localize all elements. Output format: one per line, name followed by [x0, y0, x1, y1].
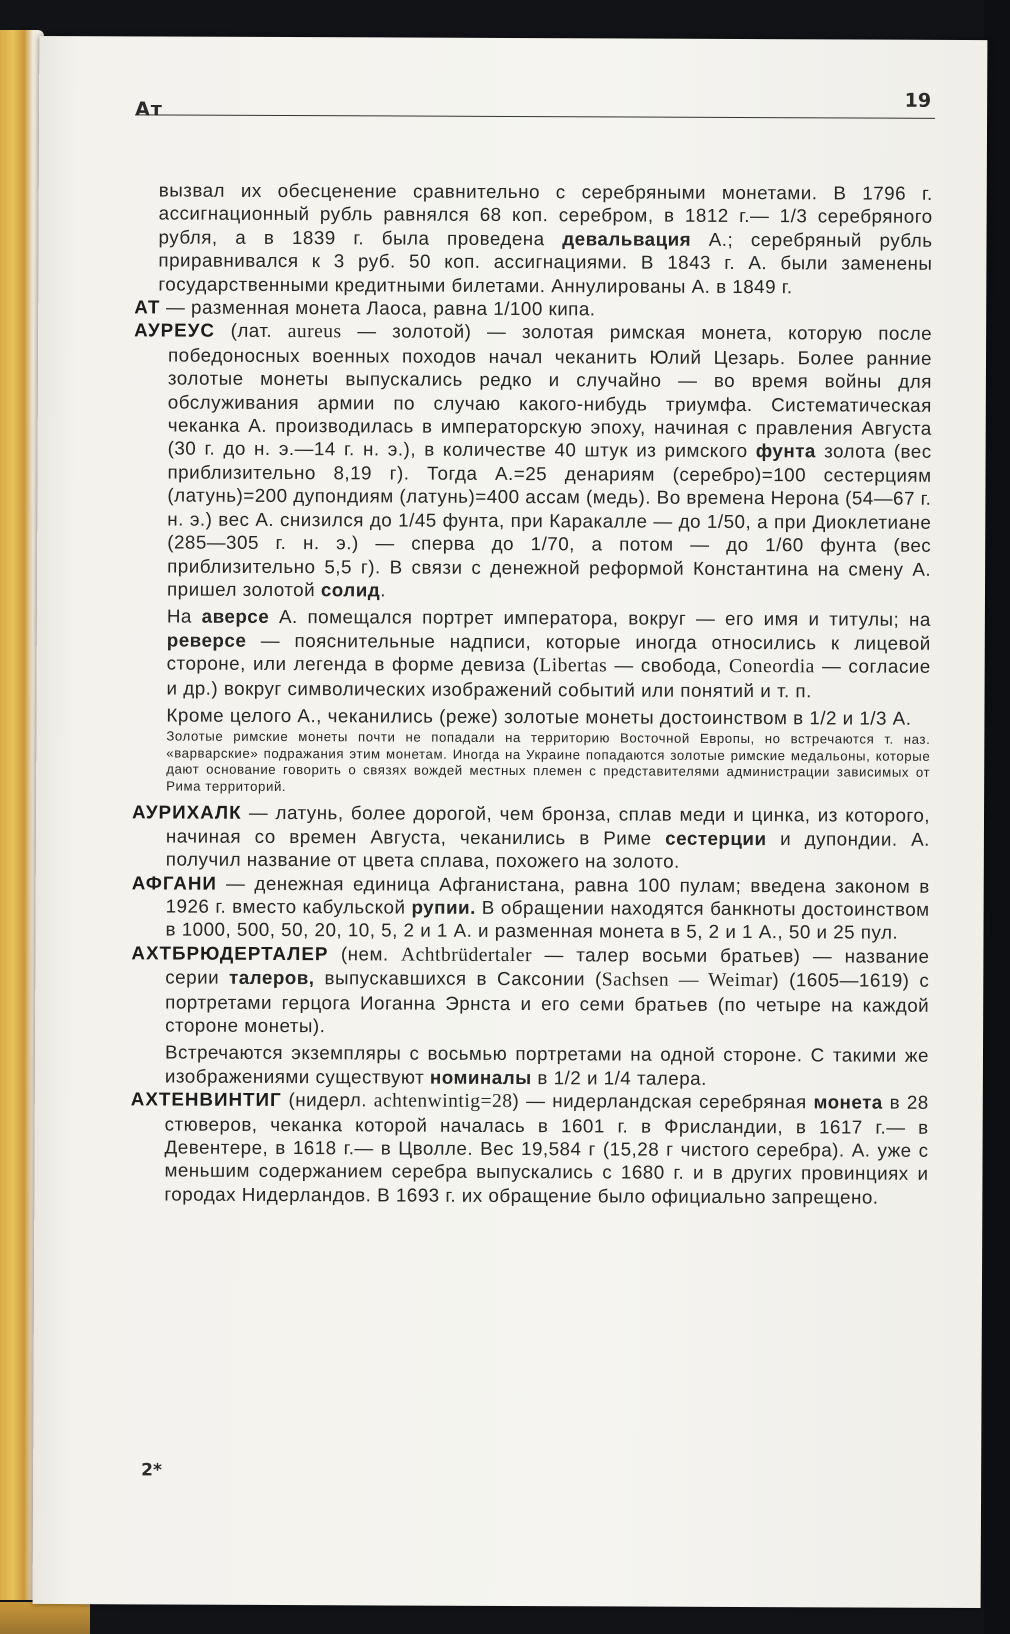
- entry-subparagraph: На аверсе А. помещался портрет императора, вокруг — его имя и титулы; на реверсе — пояснительные надписи, которые иногда относились к лицевой стороне, или легенда в форме девиза (Libertas — свобода, Coneordia — согласие и др.) вокруг символических изображений событий или понятий и т. п.: [166, 605, 931, 701]
- entry-continuation: вызвал их обесценение сравнительно с серебряными монетами. В 1796 г. ассигнационный рубль равнялся 68 коп. серебром, в 1812 г.— 1/3 серебряного рубля, а в 1839 г. была проведена девальвация А.; серебряный рубль приравнивался к 3 руб. 50 коп. ассигнациями. В 1843 г. А. были заменены государственными кредитными билетами. Аннулированы А. в 1849 г.: [158, 179, 933, 297]
- headword: АФГАНИ: [131, 871, 217, 894]
- headword: АУРИХАЛК: [131, 801, 242, 824]
- headword: АТ: [134, 296, 161, 318]
- running-title: Ат: [135, 98, 163, 121]
- entry-subparagraph: Кроме целого А., чеканились (реже) золотые монеты достоинством в 1/2 и 1/3 А.: [166, 704, 912, 729]
- entry-note: Золотые римские монеты почти не попадали на территорию Восточной Европы, но встречаются т. наз. «варварские» подражания этим монетам. Иногда на Украине попадаются золотые римские медальоны, которые дают основание говорить о связях вождей местных племен с представителями администрации зависимых от Рима территорий.: [166, 728, 931, 794]
- entry-aureus: АУРЕУС (лат. aureus — золотой) — золотая римская монета, которую после победоносных военных походов начал чеканить Юлий Цезарь. Более ранние золотые монеты выпускались редко и случайно — во время войны для обслуживания армии по случаю какого-нибудь триумфа. Систематическая чеканка А. производилась в императорскую эпоху, начиная с правления Августа (30 г. до н. э.—14 г. н. э.), в количестве 40 штук из римского фунта золота (вес приблизительно 8,19 г). Тогда А.=25 денариям (серебро)=100 сестерциям (латунь)=200 дупондиям (латунь)=400 ассам (медь). Во времена Нерона (54—67 г. н. э.) вес А. снизился до 1/45 фунта, при Каракалле — до 1/50, а при Диоклетиане (285—305 г. н. э.) — сперва до 1/70, а потом — до 1/60 фунта (вес приблизительно 5,5 г). В связи с денежной реформой Константина на смену А. пришел золотой солид.: [134, 319, 933, 601]
- headword: АХТБРЮДЕРТАЛЕР: [131, 942, 329, 964]
- entry-at: АТ — разменная монета Лаоса, равна 1/100 кипа.: [134, 296, 596, 320]
- running-header: [135, 86, 935, 121]
- signature-mark: 2*: [141, 1460, 162, 1481]
- entry-aurichalk: АУРИХАЛК — латунь, более дорогой, чем бронза, сплав меди и цинка, из которого, начиная со времен Августа, чеканились в Риме сестерции и дупондии. А. получил название от цвета сплава, похожего на золото.: [131, 801, 931, 872]
- entry-achtenwintig: АХТЕНВИНТИГ (нидерл. achtenwintig=28) — нидерландская серебряная монета в 28 стюверов, чеканка которой началась в 1601 г. в Фрисландии, в 1617 г.— в Девентере, в 1618 г.— в Цволле. Вес 19,584 г (15,28 г чистого серебра). А. уже с меньшим содержанием серебра выпускались с 1680 г. и в других провинциях и городах Нидерландов. В 1693 г. их обращение было официально запрещено.: [130, 1088, 929, 1208]
- dictionary-text: [130, 178, 932, 1209]
- entry-subparagraph: Встречаются экземпляры с восьмью портретами на одной стороне. С такими же изображениями существуют номиналы в 1/2 и 1/4 талера.: [164, 1041, 930, 1089]
- headword: АУРЕУС: [134, 319, 216, 342]
- book-cover-edge: [0, 1602, 90, 1634]
- page-number: 19: [904, 89, 932, 112]
- background-right: [984, 0, 1010, 1634]
- entry-afghani: АФГАНИ — денежная единица Афганистана, равна 100 пулам; введена законом в 1926 г. вместо кабульской рупии. В обращении находятся банкноты достоинством в 1000, 500, 50, 20, 10, 5, 2 и 1 А. и разменная монета в 5, 2 и 1 А., 50 и 25 пул.: [131, 871, 930, 944]
- book-page: [33, 36, 988, 1608]
- headword: АХТЕНВИНТИГ: [130, 1088, 282, 1111]
- entry-achtbruedertaler: АХТБРЮДЕРТАЛЕР (нем. Achtbrüdertaler — талер восьми братьев) — название серии талеров, выпускавшихся в Саксонии (Sachsen — Weimar) (1605—1619) с портретами герцога Иоганна Эрнста и его семи братьев (по четыре на каждой стороне монеты).: [131, 942, 930, 1037]
